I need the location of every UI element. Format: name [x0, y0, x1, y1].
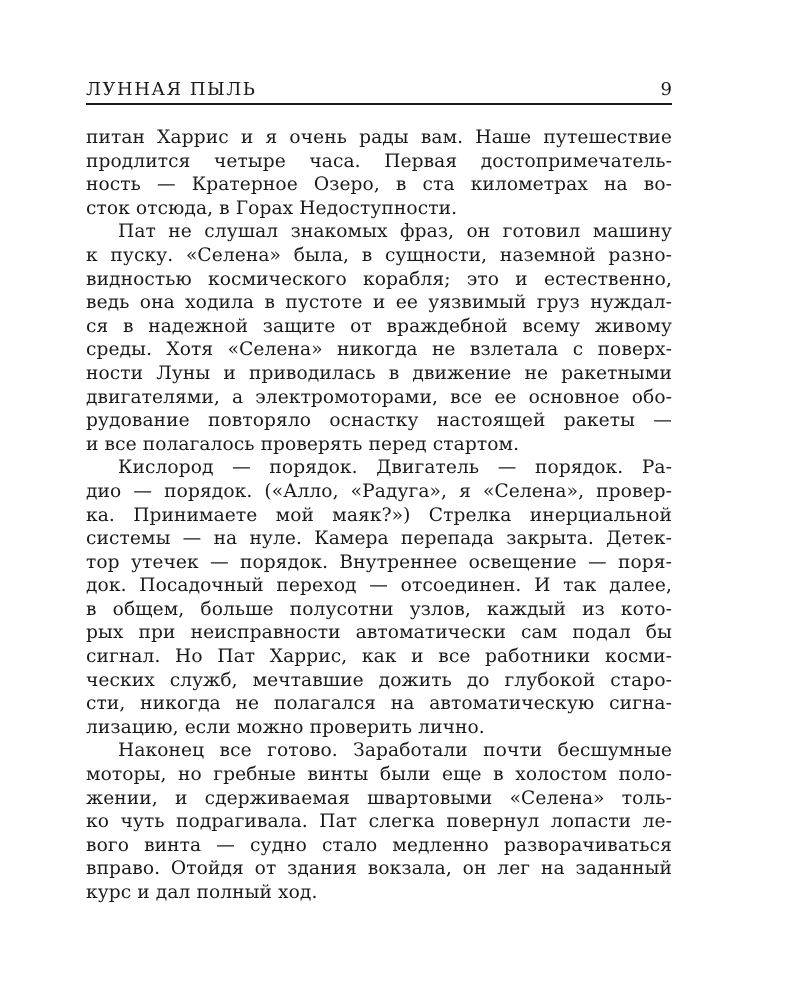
- text-line: ческих служб, мечтавшие дожить до глубокой старо-: [86, 669, 672, 691]
- page-number: 9: [660, 79, 672, 100]
- text-line: в общем, больше полусотни узлов, каждый из кото-: [86, 598, 672, 620]
- paragraph: [86, 126, 672, 220]
- text-line: видностью космического корабля; это и естественно,: [86, 268, 672, 290]
- text-line: питан Харрис и я очень рады вам. Наше путешествие: [86, 127, 672, 148]
- text-line: Пат не слушал знакомых фраз, он готовил машину: [118, 221, 672, 243]
- text-line: рых при неисправности автоматически сам подал бы: [86, 622, 672, 644]
- text-line: дио — порядок. («Алло, «Радуга», я «Селена», провер-: [86, 480, 672, 502]
- text-line: ся в надежной защите от враждебной всему живому: [86, 315, 672, 337]
- text-line: рудование повторяло оснастку настоящей ракеты —: [86, 410, 672, 432]
- text-line: продлится четыре часа. Первая достопримечатель-: [86, 150, 672, 172]
- text-line: Кислород — порядок. Двигатель — порядок. Ра-: [118, 457, 672, 479]
- text-line: док. Посадочный переход — отсоединен. И так далее,: [86, 575, 672, 597]
- header-rule: [86, 103, 672, 105]
- book-page: [86, 0, 672, 1000]
- text-line: курс и дал полный ход.: [86, 882, 318, 903]
- text-line: ка. Принимаете мой маяк?») Стрелка инерциальной: [86, 504, 672, 526]
- text-line: тор утечек — порядок. Внутреннее освещение — поря-: [86, 551, 672, 573]
- text-line: и все полагалось проверять перед стартом.: [86, 433, 520, 455]
- body-text: [86, 126, 672, 905]
- text-line: ности Луны и приводилась в движение не ракетными: [86, 362, 672, 384]
- text-line: вого винта — судно стало медленно разворачиваться: [86, 834, 672, 856]
- text-line: вправо. Отойдя от здания вокзала, он лег на заданный: [86, 858, 672, 880]
- text-line: сти, никогда не полагался на автоматическую сигна-: [86, 693, 672, 715]
- text-line: жении, и сдерживаемая швартовыми «Селена» толь-: [86, 787, 672, 809]
- running-header: [86, 76, 672, 100]
- text-line: ность — Кратерное Озеро, в ста километрах на во-: [86, 174, 672, 196]
- text-line: системы — на нуле. Камера перепада закрыта. Детек-: [86, 528, 672, 550]
- paragraph: [86, 456, 672, 739]
- text-line: ведь она ходила в пустоте и ее уязвимый груз нуждал-: [86, 292, 672, 314]
- text-line: сток отсюда, в Горах Недоступности.: [86, 197, 458, 219]
- paragraph: [86, 739, 672, 904]
- text-line: моторы, но гребные винты были еще в холостом поло-: [86, 764, 672, 786]
- text-line: среды. Хотя «Селена» никогда не взлетала с поверх-: [86, 339, 672, 361]
- text-line: двигателями, а электромоторами, все ее основное обо-: [86, 386, 672, 408]
- text-line: сигнал. Но Пат Харрис, как и все работники косми-: [86, 646, 672, 668]
- book-title: ЛУННАЯ ПЫЛЬ: [86, 79, 257, 100]
- text-line: ко чуть подрагивала. Пат слегка повернул лопасти ле-: [86, 811, 672, 833]
- paragraph: [86, 220, 672, 456]
- text-line: к пуску. «Селена» была, в сущности, наземной разно-: [86, 244, 672, 266]
- text-line: лизацию, если можно проверить лично.: [86, 716, 485, 738]
- text-line: Наконец все готово. Заработали почти бесшумные: [118, 740, 672, 762]
